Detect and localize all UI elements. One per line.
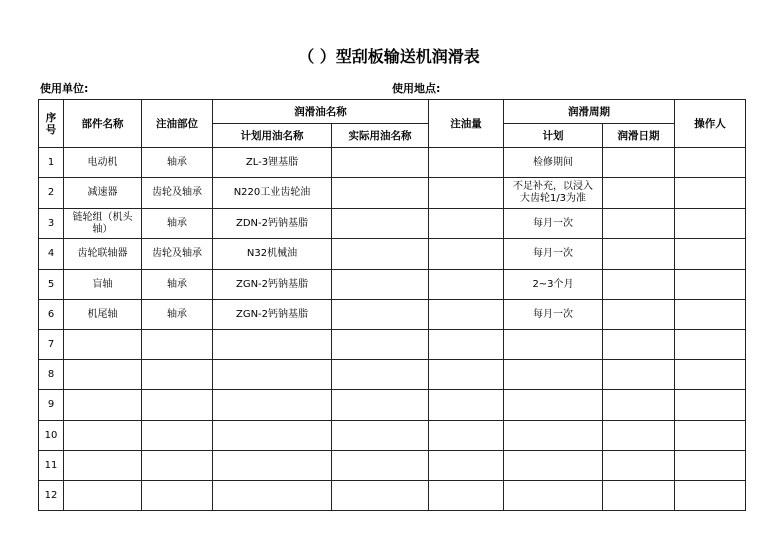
cell-actual — [332, 178, 429, 209]
unit-label: 使用单位: — [40, 82, 89, 95]
cell-amount — [429, 148, 504, 178]
cell-point: 轴承 — [142, 209, 213, 239]
cell-amount — [429, 209, 504, 239]
cell-planned: N220工业齿轮油 — [213, 178, 332, 209]
cell-seq: 5 — [39, 270, 64, 300]
cell-date — [603, 209, 675, 239]
cell-plan — [504, 481, 603, 511]
cell-actual — [332, 300, 429, 330]
table-row — [39, 421, 746, 451]
cell-part: 减速器 — [64, 178, 142, 209]
header-actual-oil: 实际用油名称 — [332, 124, 429, 148]
cell-actual — [332, 239, 429, 270]
cell-planned — [213, 360, 332, 390]
cell-plan — [504, 360, 603, 390]
cell-seq: 7 — [39, 330, 64, 360]
location-label: 使用地点: — [392, 82, 441, 95]
cell-actual — [332, 209, 429, 239]
cell-planned: ZL-3锂基脂 — [213, 148, 332, 178]
cell-amount — [429, 360, 504, 390]
cell-seq: 1 — [39, 148, 64, 178]
cell-point: 轴承 — [142, 148, 213, 178]
cell-point: 轴承 — [142, 270, 213, 300]
cell-actual — [332, 360, 429, 390]
cell-date — [603, 239, 675, 270]
table-row — [39, 300, 746, 330]
table-row — [39, 360, 746, 390]
header-lube-name-group: 润滑油名称 — [213, 100, 429, 124]
cell-part: 齿轮联轴器 — [64, 239, 142, 270]
cell-operator — [675, 360, 746, 390]
table-row — [39, 148, 746, 178]
cell-part — [64, 451, 142, 481]
cell-amount — [429, 390, 504, 421]
cell-date — [603, 421, 675, 451]
header-lube-date: 润滑日期 — [603, 124, 675, 148]
lubrication-table — [38, 99, 746, 511]
cell-operator — [675, 239, 746, 270]
cell-amount — [429, 300, 504, 330]
cell-date — [603, 451, 675, 481]
table-body — [39, 100, 746, 511]
cell-plan — [504, 421, 603, 451]
cell-operator — [675, 421, 746, 451]
header-oil-amount: 注油量 — [429, 100, 504, 148]
cell-date — [603, 300, 675, 330]
cell-operator — [675, 148, 746, 178]
header-row-1 — [39, 100, 746, 124]
cell-amount — [429, 451, 504, 481]
header-part-name: 部件名称 — [64, 100, 142, 148]
cell-part: 盲轴 — [64, 270, 142, 300]
header-oil-point: 注油部位 — [142, 100, 213, 148]
cell-plan: 检修期间 — [504, 148, 603, 178]
cell-actual — [332, 421, 429, 451]
header-operator: 操作人 — [675, 100, 746, 148]
cell-planned — [213, 451, 332, 481]
cell-amount — [429, 178, 504, 209]
cell-date — [603, 390, 675, 421]
cell-actual — [332, 148, 429, 178]
cell-planned — [213, 421, 332, 451]
cell-operator — [675, 330, 746, 360]
cell-date — [603, 481, 675, 511]
cell-part — [64, 421, 142, 451]
table-row — [39, 481, 746, 511]
cell-plan: 不足补充，以浸入大齿轮1/3为准 — [504, 178, 603, 209]
cell-amount — [429, 270, 504, 300]
cell-seq: 9 — [39, 390, 64, 421]
cell-part — [64, 390, 142, 421]
cell-date — [603, 270, 675, 300]
cell-amount — [429, 421, 504, 451]
cell-operator — [675, 451, 746, 481]
cell-plan: 每月一次 — [504, 209, 603, 239]
table-row — [39, 209, 746, 239]
cell-seq: 3 — [39, 209, 64, 239]
cell-seq: 11 — [39, 451, 64, 481]
table-row — [39, 390, 746, 421]
cell-point: 齿轮及轴承 — [142, 239, 213, 270]
cell-point: 轴承 — [142, 300, 213, 330]
cell-date — [603, 330, 675, 360]
document-title: （ ）型刮板输送机润滑表 — [298, 47, 480, 66]
cell-date — [603, 360, 675, 390]
cell-operator — [675, 270, 746, 300]
header-seq: 序号 — [39, 100, 64, 148]
header-cycle-group: 润滑周期 — [504, 100, 675, 124]
cell-operator — [675, 390, 746, 421]
cell-seq: 12 — [39, 481, 64, 511]
cell-actual — [332, 330, 429, 360]
table-row — [39, 239, 746, 270]
cell-seq: 6 — [39, 300, 64, 330]
cell-point — [142, 481, 213, 511]
cell-part: 机尾轴 — [64, 300, 142, 330]
table-row — [39, 178, 746, 209]
cell-point — [142, 390, 213, 421]
cell-planned: ZGN-2钙钠基脂 — [213, 300, 332, 330]
cell-point — [142, 330, 213, 360]
cell-operator — [675, 209, 746, 239]
cell-seq: 8 — [39, 360, 64, 390]
table-row — [39, 451, 746, 481]
cell-part — [64, 330, 142, 360]
cell-actual — [332, 481, 429, 511]
table-row — [39, 330, 746, 360]
cell-part — [64, 360, 142, 390]
cell-plan — [504, 451, 603, 481]
cell-part — [64, 481, 142, 511]
cell-plan — [504, 390, 603, 421]
cell-plan: 每月一次 — [504, 239, 603, 270]
cell-point — [142, 360, 213, 390]
cell-planned — [213, 330, 332, 360]
cell-amount — [429, 481, 504, 511]
cell-seq: 4 — [39, 239, 64, 270]
cell-planned — [213, 390, 332, 421]
cell-part: 电动机 — [64, 148, 142, 178]
cell-actual — [332, 270, 429, 300]
cell-planned: ZGN-2钙钠基脂 — [213, 270, 332, 300]
cell-planned: ZDN-2钙钠基脂 — [213, 209, 332, 239]
cell-plan: 2~3个月 — [504, 270, 603, 300]
cell-operator — [675, 178, 746, 209]
cell-point — [142, 421, 213, 451]
table-row — [39, 270, 746, 300]
cell-date — [603, 148, 675, 178]
cell-point: 齿轮及轴承 — [142, 178, 213, 209]
header-planned-oil: 计划用油名称 — [213, 124, 332, 148]
cell-plan — [504, 330, 603, 360]
cell-plan: 每月一次 — [504, 300, 603, 330]
cell-amount — [429, 330, 504, 360]
cell-actual — [332, 451, 429, 481]
cell-seq: 2 — [39, 178, 64, 209]
cell-seq: 10 — [39, 421, 64, 451]
cell-point — [142, 451, 213, 481]
header-plan: 计划 — [504, 124, 603, 148]
cell-date — [603, 178, 675, 209]
cell-amount — [429, 239, 504, 270]
cell-actual — [332, 390, 429, 421]
cell-operator — [675, 481, 746, 511]
cell-planned — [213, 481, 332, 511]
cell-planned: N32机械油 — [213, 239, 332, 270]
cell-operator — [675, 300, 746, 330]
cell-part: 链轮组（机头轴） — [64, 209, 142, 239]
